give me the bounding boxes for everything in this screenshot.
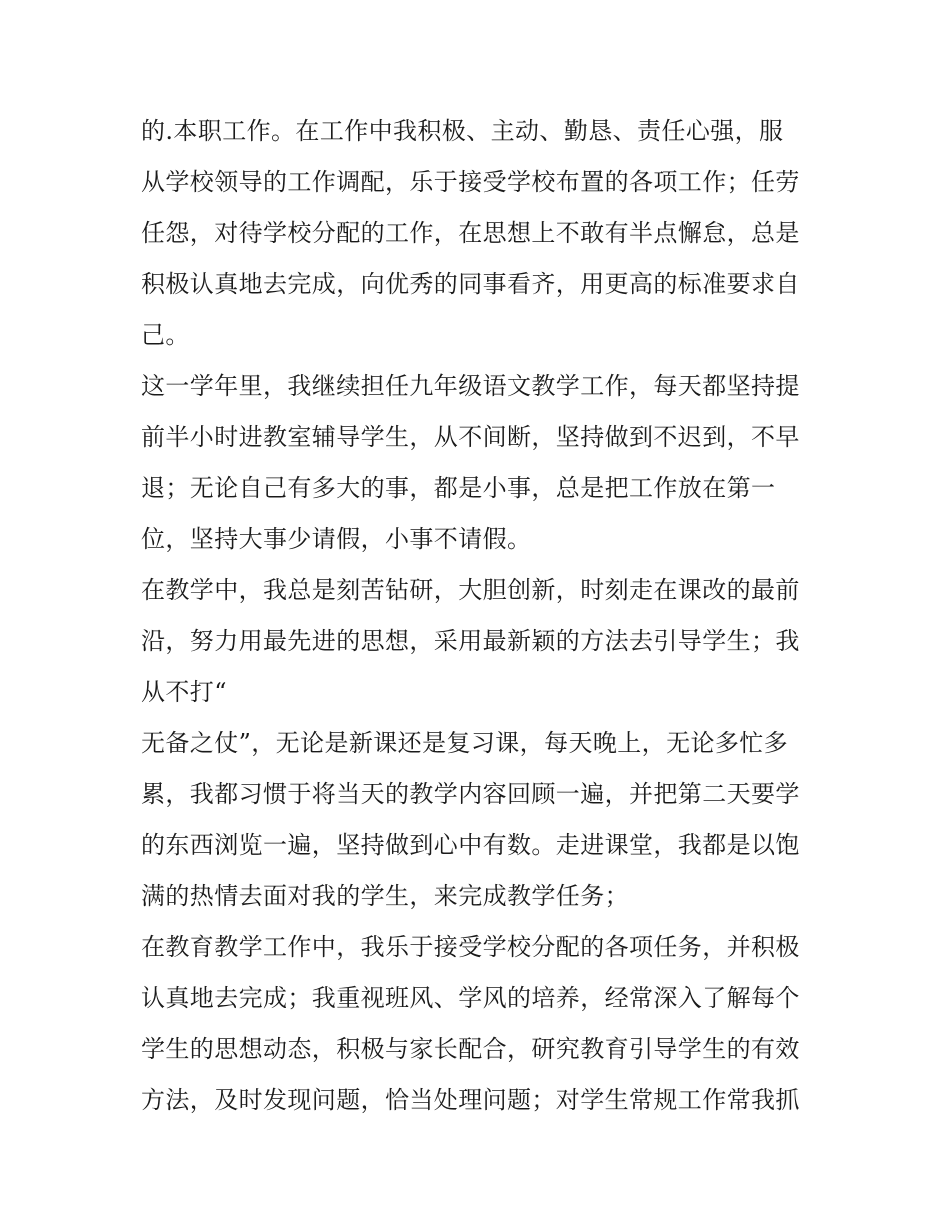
text-line: 积极认真地去完成，向优秀的同事看齐，用更高的标准要求自 (141, 270, 800, 298)
text-line: 认真地去完成；我重视班风、学风的培养，经常深入了解每个 (141, 984, 800, 1012)
text-line: 前半小时进教室辅导学生，从不间断，坚持做到不迟到，不早 (141, 423, 800, 451)
text-line: 从学校领导的工作调配，乐于接受学校布置的各项工作；任劳 (141, 168, 800, 196)
text-line: 满的热情去面对我的学生，来完成教学任务； (141, 882, 629, 910)
text-line: 累，我都习惯于将当天的教学内容回顾一遍，并把第二天要学 (141, 780, 800, 808)
text-line: 在教学中，我总是刻苦钻研，大胆创新，时刻走在课改的最前 (141, 576, 800, 604)
text-line: 位，坚持大事少请假，小事不请假。 (141, 525, 532, 553)
text-line: 沿，努力用最先进的思想，采用最新颖的方法去引导学生；我 (141, 627, 800, 655)
text-line: 学生的思想动态，积极与家长配合，研究教育引导学生的有效 (141, 1035, 800, 1063)
text-line: 的.本职工作。在工作中我积极、主动、勤恳、责任心强，服 (141, 117, 784, 145)
document-body (141, 106, 816, 1126)
text-line: 任怨，对待学校分配的工作，在思想上不敢有半点懈怠，总是 (141, 219, 800, 247)
text-line: 的东西浏览一遍，坚持做到心中有数。走进课堂，我都是以饱 (141, 831, 800, 859)
text-line: 退；无论自己有多大的事，都是小事，总是把工作放在第一 (141, 474, 776, 502)
text-line: 己。 (141, 321, 190, 349)
text-line: 在教育教学工作中，我乐于接受学校分配的各项任务，并积极 (141, 933, 800, 961)
text-line: 方法，及时发现问题，恰当处理问题；对学生常规工作常我抓 (141, 1086, 800, 1114)
text-line: 无备之仗”，无论是新课还是复习课，每天晚上，无论多忙多 (141, 729, 789, 757)
text-line: 从不打“ (141, 678, 227, 706)
text-line: 这一学年里，我继续担任九年级语文教学工作，每天都坚持提 (141, 372, 800, 400)
